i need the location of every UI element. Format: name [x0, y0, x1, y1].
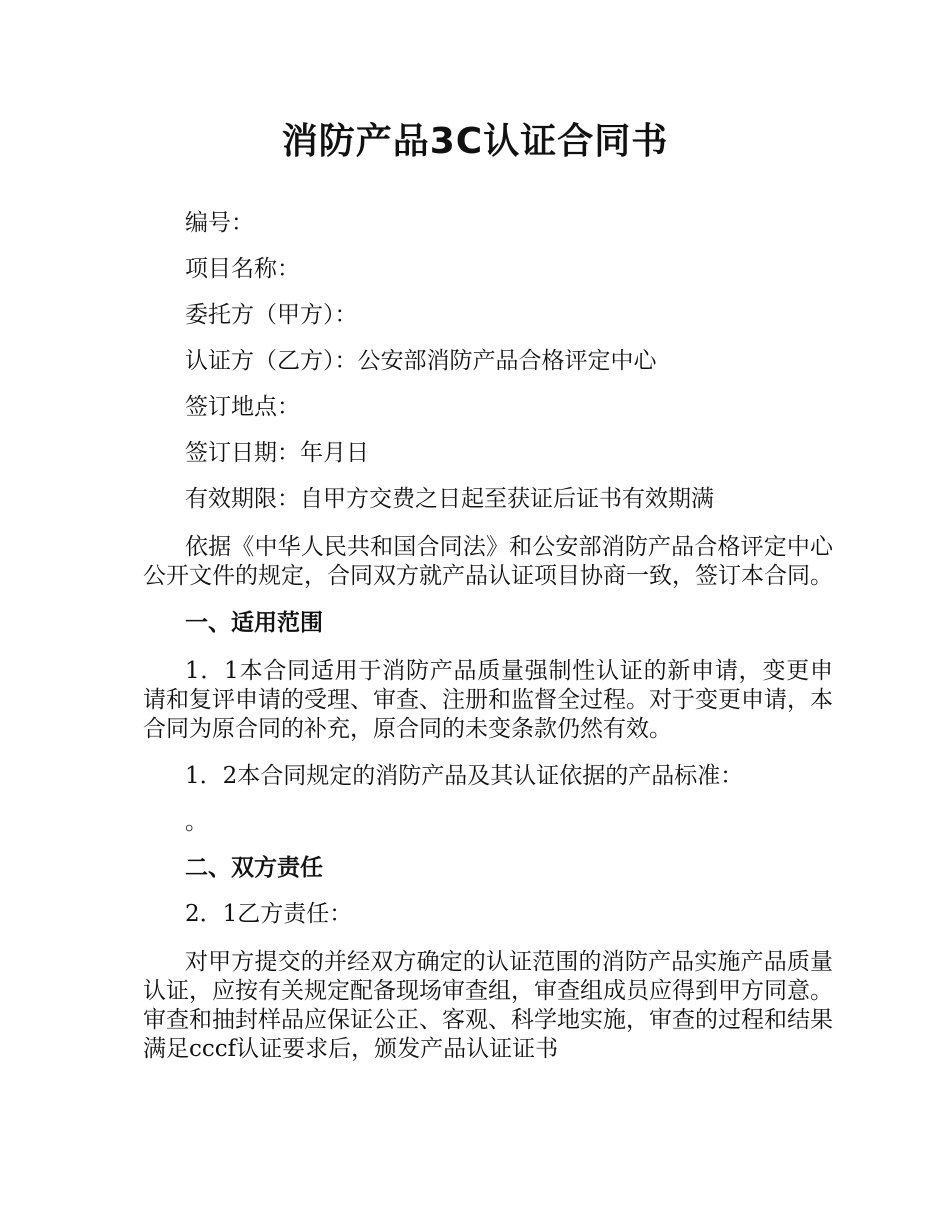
clause-2-1-text: 对甲方提交的并经双方确定的认证范围的消防产品实施产品质量认证，应按有关规定配备现场审查组，审查组成员应得到甲方同意。审查和抽封样品应保证公正、客观、科学地实施，审查的过程和结果满足cccf认证要求后，颁发产品认证证书: [143, 949, 833, 1062]
project-name-field: 项目名称：: [185, 256, 300, 282]
clause-1-2-blank: 。: [185, 809, 208, 835]
sign-date-field: 签订日期：年月日: [185, 440, 369, 466]
intro-paragraph: 依据《中华人民共和国合同法》和公安部消防产品合格评定中心公开文件的规定，合同双方就产品认证项目协商一致，签订本合同。: [143, 534, 833, 589]
section-heading-responsibilities: 二、双方责任: [185, 855, 323, 881]
document-title: 消防产品3C认证合同书: [281, 121, 669, 162]
certifier-party-field: 认证方（乙方）：公安部消防产品合格评定中心: [185, 348, 657, 374]
client-party-field: 委托方（甲方）：: [185, 302, 358, 328]
clause-1-1: 1．1本合同适用于消防产品质量强制性认证的新申请，变更申请和复评申请的受理、审查、注册和监督全过程。对于变更申请，本合同为原合同的补充，原合同的未变条款仍然有效。: [143, 658, 833, 742]
sign-place-field: 签订地点：: [185, 394, 300, 420]
document-body: [143, 200, 833, 1073]
validity-field: 有效期限：自甲方交费之日起至获证后证书有效期满: [185, 486, 714, 512]
clause-2-1: 2．1乙方责任：: [185, 901, 353, 927]
contract-number-field: 编号：: [185, 210, 254, 236]
clause-1-2: 1．2本合同规定的消防产品及其认证依据的产品标准：: [185, 763, 744, 789]
section-heading-scope: 一、适用范围: [185, 610, 323, 636]
